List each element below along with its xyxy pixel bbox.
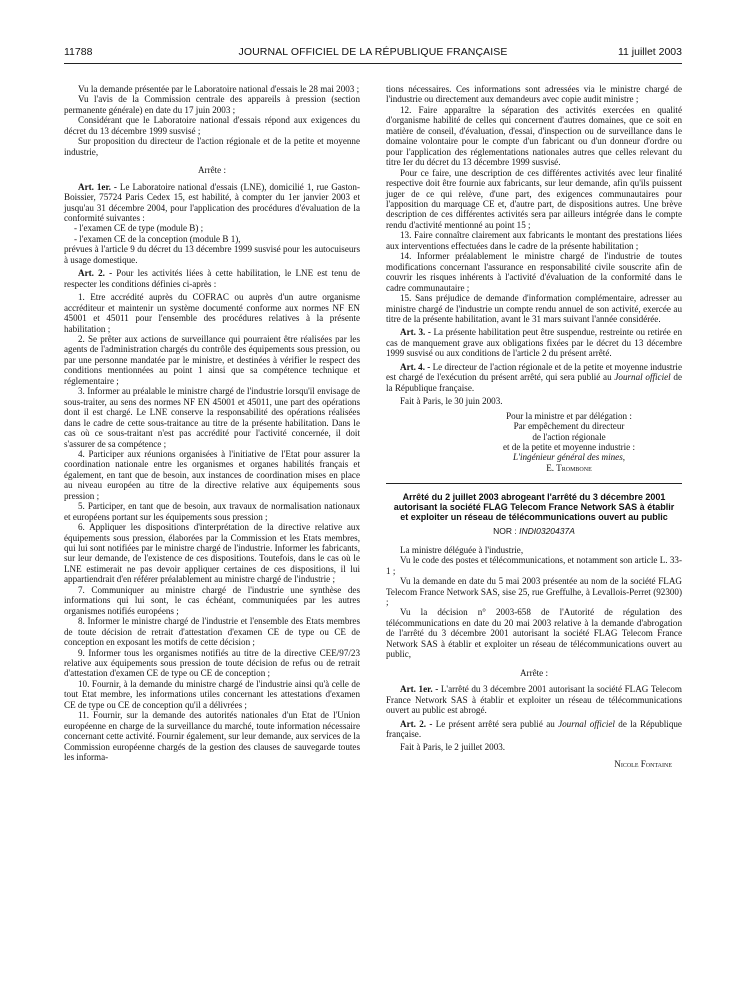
issue-date: 11 juillet 2003 <box>617 46 682 58</box>
list-item: 11. Fournir, sur la demande des autorités nationales d'un Etat de l'Union européenne en charge de la surveillance du marché, toute information nécessaire concernant cette activité. Fournir également, sur leur demande, aux services de la Commission européenne chargés de la gestion des clauses de sauvegarde toutes les informa- <box>64 710 360 763</box>
paragraph: Pour ce faire, une description de ces différentes activités avec leur finalité respective doit être fournie aux fabricants, sur leur demande, afin qu'ils puissent juger de ce qui relève, d'une part, des exigences communautaires pour l'apposition du marquage CE et, d'autre part, de dispositions autres. Une brève description de ces différentes activités sera par ailleurs intégrée dans le compte rendu d'activité mentionné au point 15 ; <box>386 167 682 230</box>
article-label: Art. 1er. - <box>400 684 439 695</box>
signature-line: L'ingénieur général des mines, <box>512 452 626 463</box>
article-4 <box>386 362 682 393</box>
page-header <box>64 46 682 62</box>
list-item: 15. Sans préjudice de demande d'information complémentaire, adresser au ministre chargé de l'industrie un compte rendu annuel de son activité, exercée au titre de la présente habilitation, avant le 31 mars suivant l'année considérée. <box>386 293 682 324</box>
page-number: 11788 <box>64 46 93 58</box>
list-item: 2. Se prêter aux actions de surveillance qui pourraient être réalisées par les agents de l'administration chargés du contrôle des équipements sous pression, ou par une personne mandatée par le ministre, et destinées à vérifier le respect des conditions mentionnées au point 1 ainsi que sa compétence technique et réglementaire ; <box>64 333 360 386</box>
left-column <box>64 84 360 763</box>
article-text: de la République française. <box>386 372 683 393</box>
signature-line: et de la petite et moyenne industrie : <box>502 441 636 452</box>
place-date: Fait à Paris, le 30 juin 2003. <box>400 396 503 407</box>
signature-line: Par empêchement du directeur <box>513 421 625 432</box>
paragraph: tions nécessaires. Ces informations sont adressées via le ministre chargé de l'industrie ou directement aux demandeurs avec copie audit ministre ; <box>386 84 682 105</box>
article-text: Pour les activités liées à cette habilitation, le LNE est tenu de respecter les conditions définies ci-après : <box>64 268 360 289</box>
journal-title: JOURNAL OFFICIEL DE LA RÉPUBLIQUE FRANÇAISE <box>238 46 508 58</box>
signature-line: de l'action régionale <box>532 431 606 442</box>
paragraph: Vu la décision n° 2003-658 de l'Autorité de régulation des télécommunications en date du 20 mai 2003 relative à la demande d'abrogation de l'arrêté du 3 décembre 2001 autorisant la société FLAG Telecom France Network SAS à établir et exploiter un réseau de télécommunications ouvert au public, <box>386 607 682 660</box>
header-rule <box>64 63 682 64</box>
list-item: 14. Informer préalablement le ministre chargé de l'industrie de toutes modifications concernant l'assurance en responsabilité civile souscrite afin de couvrir les risques inhérents à l'activité d'évaluation de la conformité dans le cadre communautaire ; <box>386 251 682 293</box>
article-label: Art. 2. - <box>400 718 433 729</box>
article-3 <box>386 327 682 358</box>
article-text: Le directeur de l'action régionale et de la petite et moyenne industrie est chargé de l'exécution du présent arrêté, qui sera publié au <box>386 361 682 383</box>
article-label: Art. 2. - <box>78 268 113 279</box>
article-label: Art. 1er. - <box>78 181 117 192</box>
paragraph: Considérant que le Laboratoire national d'essais répond aux exigences du décret du 13 décembre 1999 susvisé ; <box>64 115 360 136</box>
signature-line: Pour la ministre et par délégation : <box>506 410 632 421</box>
list-item: 4. Participer aux réunions organisées à l'initiative de l'Etat pour assurer la coordination nationale entre les organismes et organes habilités français et également, en tant que de besoin, aux instances de coordination mises en place au niveau européen au titre de la directive relative aux équipements sous pression ; <box>64 448 360 501</box>
signatory-name: E. Trombone <box>546 462 592 473</box>
article-1 <box>64 182 360 224</box>
article-1-b <box>386 684 682 715</box>
list-item: 10. Fournir, à la demande du ministre chargé de l'industrie ainsi qu'à celle de tout Etat membre, les informations utiles concernant les attestations d'examen CE de type ou CE de conception qu'il a délivrées ; <box>64 678 360 710</box>
section-separator <box>386 483 682 484</box>
right-column <box>386 84 682 769</box>
paragraph: prévues à l'article 9 du décret du 13 décembre 1999 susvisé pour les autocuiseurs à usage domestique. <box>64 244 360 265</box>
decree-title: Arrêté du 2 juillet 2003 abrogeant l'arrêté du 3 décembre 2001 autorisant la société FLAG Telecom France Network SAS à établir et exploiter un réseau de télécommunications ouvert au public <box>393 492 675 523</box>
list-item: 1. Etre accrédité auprès du COFRAC ou auprès d'un autre organisme accréditeur et maintenir un système documenté conforme aux normes NF EN 45001 et 45011 pour l'ensemble des procédures relatives à la présente habilitation ; <box>64 292 360 334</box>
article-2 <box>64 268 360 289</box>
paragraph: Vu le code des postes et télécommunications, et notamment son article L. 33-1 ; <box>386 555 682 576</box>
signature-block <box>386 411 682 474</box>
nor-code: INDI0320437A <box>519 526 575 537</box>
article-2-b <box>386 719 682 740</box>
article-label: Art. 3. - <box>400 327 431 338</box>
paragraph: Sur proposition du directeur de l'action régionale et de la petite et moyenne industrie, <box>64 136 360 157</box>
paragraph: La ministre déléguée à l'industrie, <box>400 544 524 555</box>
article-text: Le Laboratoire national d'essais (LNE), domicilié 1, rue Gaston-Boissier, 75724 Paris Cedex 15, est habilité, à compter du 1er janvier 2003 et jusqu'au 31 décembre 2004, pour l'application des procédures d'évaluation de la conformité suivantes : <box>64 181 360 223</box>
article-text: de la République française. <box>386 718 682 740</box>
arrete-heading: Arrête : <box>197 165 227 176</box>
paragraph: Vu la demande en date du 5 mai 2003 présentée au nom de la société FLAG Telecom France Network SAS, sise 25, rue Greffulhe, à Levallois-Perret (92300) ; <box>386 576 682 608</box>
nor-reference <box>386 526 682 536</box>
journal-ref: Journal officiel <box>558 718 615 729</box>
arrete-heading: Arrête : <box>519 667 549 678</box>
article-text: La présente habilitation peut être suspendue, restreinte ou retirée en cas de manquement grave aux obligations fixées par le décret du 13 décembre 1999 susvisé ou aux conditions de l'article 2 du présent arrêté. <box>386 327 682 359</box>
list-item: 7. Communiquer au ministre chargé de l'industrie une synthèse des informations qui lui sont, le cas échéant, communiquées par les autres organismes notifiés européens ; <box>64 584 360 616</box>
list-item: 9. Informer tous les organismes notifiés au titre de la directive CEE/97/23 relative aux équipements sous pression de toute décision de refus ou de retrait d'attestation d'examen CE de type ou CE de conception ; <box>64 647 360 679</box>
list-item: 13. Faire connaître clairement aux fabricants le montant des prestations liées aux interventions effectuées dans le cadre de la présente habilitation ; <box>386 230 682 251</box>
list-item: 8. Informer le ministre chargé de l'industrie et l'ensemble des Etats membres de toute décision de retrait d'attestation d'examen CE de type ou CE de conception en exposant les motifs de cette décision ; <box>64 616 360 648</box>
list-item: 12. Faire apparaître la séparation des activités exercées en qualité d'organisme habilité de celles qui concernent d'autres domaines, que ce soit en matière de conseil, d'évaluation, d'essai, d'inspection ou de surveillance dans le domaine volontaire pour le compte d'un fabricant ou d'un donneur d'ordre ou pour l'application des réglementations nationales autres que celles relevant du titre Ier du décret du 13 décembre 1999 susvisé. <box>386 104 682 168</box>
place-date: Fait à Paris, le 2 juillet 2003. <box>400 742 506 753</box>
list-item: - l'examen CE de type (module B) ; <box>74 223 204 234</box>
article-label: Art. 4. - <box>400 361 431 372</box>
journal-ref: Journal officiel <box>614 372 671 383</box>
nor-label: NOR : <box>493 526 520 537</box>
article-text: Le présent arrêté sera publié au <box>432 718 559 729</box>
article-text: L'arrêté du 3 décembre 2001 autorisant la société FLAG Telecom France Network SAS à établir et exploiter un réseau de télécommunications ouvert au public est abrogé. <box>386 684 682 716</box>
list-item: 5. Participer, en tant que de besoin, aux travaux de normalisation nationaux et européens portant sur les équipements sous pression ; <box>64 501 360 522</box>
list-item: - l'examen CE de la conception (module B 1), <box>74 233 241 244</box>
list-item: 3. Informer au préalable le ministre chargé de l'industrie lorsqu'il envisage de sous-traiter, au sens des normes NF EN 45001 et 45011, une part des opérations dont il est chargé. Le LNE conserve la responsabilité des opérations réalisées dans le cadre de cette sous-traitance au titre de la présente habilitation. Dans le cas où ce sous-traitant n'est pas accrédité pour l'activité concernée, il doit s'assurer de sa compétence ; <box>64 386 360 449</box>
list-item: 6. Appliquer les dispositions d'interprétation de la directive relative aux équipements sous pression, élaborées par la Commission et les Etats membres, qui lui sont notifiées par le ministre chargé de l'industrie. Informer les fabricants, sur leur demande, de l'existence de ces dispositions. Toutefois, dans le cas où le LNE estimerait ne pas devoir appliquer certaines de ces dispositions, il lui appartiendrait d'en référer préalablement au ministre chargé de l'industrie ; <box>64 522 360 585</box>
signatory-name: Nicole Fontaine <box>614 758 672 769</box>
paragraph: Vu la demande présentée par le Laboratoire national d'essais le 28 mai 2003 ; <box>78 84 360 94</box>
paragraph: Vu l'avis de la Commission centrale des appareils à pression (section permanente générale) en date du 17 juin 2003 ; <box>64 94 360 115</box>
